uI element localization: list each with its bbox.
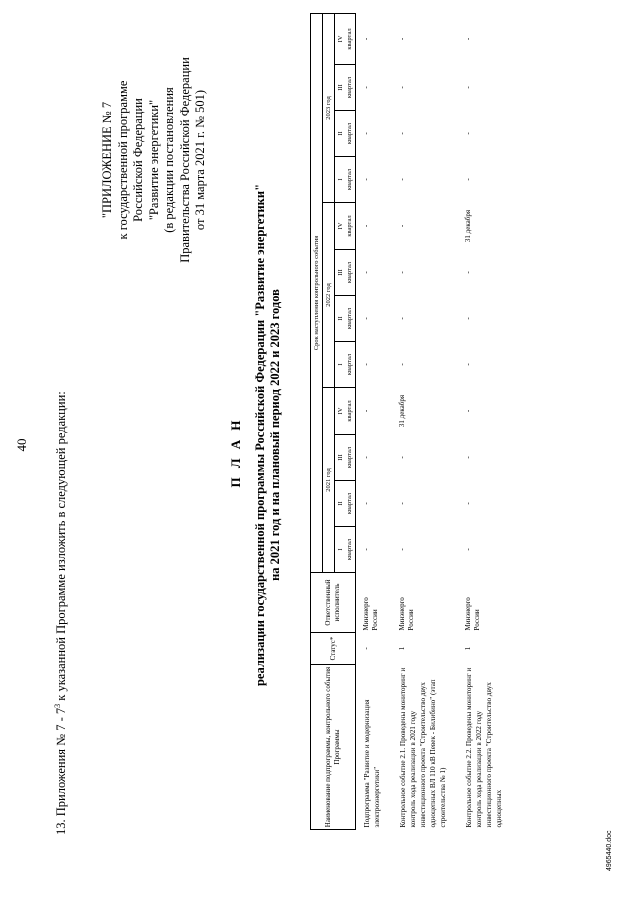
row-deadline-cell: - [398,224,406,228]
quarter-word: квартал [346,492,353,515]
column-header-executor: Ответственный исполнитель [311,573,356,633]
amendment-intro [53,391,69,835]
file-label: 4965440.doc [606,830,613,871]
column-header-deadline: Срок наступления контрольного события [311,13,323,572]
row-deadline-cell: - [464,317,472,320]
row-deadline-cell: - [464,502,472,505]
appendix-line: Правительства Российской Федерации [177,57,192,263]
quarter-number: II [337,501,344,506]
appendix-line: Российской Федерации [131,98,145,222]
row-status: 1 [398,646,406,651]
row-deadline-cell: 31 декабря [464,209,472,243]
quarter-word: квартал [346,538,353,561]
quarter-number: III [337,454,344,461]
row-deadline-cell: - [362,37,370,41]
row-deadline-cell: - [398,317,406,320]
plan-table [310,13,514,830]
row-name: Контрольное событие 2.2. Проведены мониторинг и контроль хода реализации в 2022 году инвестиционного проекта "Строительство двух одноцепных [465,667,503,828]
quarter-number: III [337,269,344,276]
row-status: - [362,647,370,650]
quarter-header [335,342,356,388]
row-deadline-cell: - [362,178,370,181]
quarter-word: квартал [346,168,353,191]
row-deadline-cell: - [398,548,406,551]
column-header-name: Наименование подпрограммы, контрольного события Программы [311,665,356,830]
quarter-number: II [337,316,344,321]
quarter-word: квартал [346,446,353,469]
row-deadline-cell: - [362,548,370,551]
appendix-line: от 31 марта 2021 г. № 501) [193,89,207,231]
row-deadline-cell: - [362,502,370,505]
appendix-line: "ПРИЛОЖЕНИЕ № 7 [100,101,114,219]
amendment-intro-suffix: к указанной Программе изложить в следующей редакции: [54,391,69,704]
row-deadline-cell: - [398,502,406,505]
quarter-number: II [337,131,344,136]
quarter-word: квартал [346,400,353,422]
row-deadline-cell: - [398,178,406,181]
row-executor: Минэнерго России [362,597,379,631]
row-deadline-cell: - [464,132,472,135]
plan-subtitle-line: на 2021 год и на плановый период 2022 и 2023 годов [268,289,282,581]
quarter-word: квартал [346,353,353,376]
quarter-word: квартал [346,76,353,99]
appendix-line: к государственной программе [115,80,130,240]
row-deadline-cell: - [464,178,472,181]
row-name: Контрольное событие 2.1. Проведены мониторинг и контроль хода реализации в 2021 году инвестиционного проекта "Строительство двух одноцепных ВЛ 110 кВ Певек - Билибино" (этап строительства № 1) [399,667,447,828]
quarter-number: IV [337,407,344,415]
plan-subtitle-line: реализации государственной программы Российской Федерации "Развитие энергетики" [253,183,267,687]
quarter-header [335,481,356,527]
quarter-header [335,65,356,111]
row-deadline-cell: - [362,224,370,228]
quarter-number: III [337,84,344,91]
quarter-number: I [337,548,344,551]
year-header-2021: 2021 год [323,388,335,573]
quarter-word: квартал [346,307,353,330]
row-deadline-cell: - [362,271,370,274]
row-deadline-cell: - [464,363,472,366]
quarter-header [335,13,356,64]
quarter-header [335,296,356,342]
table-row [392,13,458,829]
row-deadline-cell: - [362,363,370,366]
row-executor: Минэнерго России [464,597,481,631]
row-deadline-cell: - [398,37,406,41]
appendix-line: "Развитие энергетики" [146,99,161,221]
quarter-word: квартал [346,122,353,145]
row-deadline-cell: - [398,456,406,459]
amendment-intro-superscript: 3 [53,703,62,708]
row-deadline-cell: - [362,317,370,320]
row-deadline-cell: - [398,86,406,89]
row-name: Подпрограмма "Развитие и модернизация электроэнергетики" [363,699,381,828]
quarter-word: квартал [346,28,353,50]
row-deadline-cell: - [362,132,370,135]
quarter-header [335,250,356,296]
row-deadline-cell: - [464,86,472,89]
quarter-word: квартал [346,215,353,237]
plan-title: П Л А Н [228,417,243,488]
appendix-line: (в редакции постановления [162,87,176,233]
quarter-number: I [337,178,344,181]
table-row [356,13,393,829]
row-executor: Минэнерго России [398,597,415,631]
row-deadline-cell: - [464,456,472,459]
row-deadline-cell: - [362,409,370,413]
row-deadline-cell: - [464,409,472,413]
table-row [458,13,514,829]
row-deadline-cell: 31 декабря [398,394,406,428]
plan-subtitle [253,75,283,795]
row-deadline-cell: - [464,271,472,274]
page-number: 40 [14,438,29,452]
year-header-2022: 2022 год [323,203,335,388]
row-deadline-cell: - [464,37,472,41]
row-deadline-cell: - [362,86,370,89]
row-status: 1 [464,646,472,651]
quarter-header [335,203,356,250]
quarter-word: квартал [346,261,353,284]
row-deadline-cell: - [398,271,406,274]
appendix-heading [100,35,209,285]
amendment-intro-prefix: 13. Приложения № 7 - 7 [54,707,69,835]
row-deadline-cell: - [398,363,406,366]
row-deadline-cell: - [398,132,406,135]
row-deadline-cell: - [464,548,472,551]
row-deadline-cell: - [362,456,370,459]
column-header-status: Статус* [311,633,356,665]
quarter-header [335,435,356,481]
plan-table-body [356,13,515,829]
quarter-header [335,527,356,573]
quarter-header [335,388,356,435]
quarter-header [335,111,356,157]
quarter-number: IV [337,222,344,230]
year-header-2023: 2023 год [323,13,335,202]
quarter-number: I [337,363,344,366]
quarter-header [335,157,356,203]
quarter-number: IV [337,35,344,43]
